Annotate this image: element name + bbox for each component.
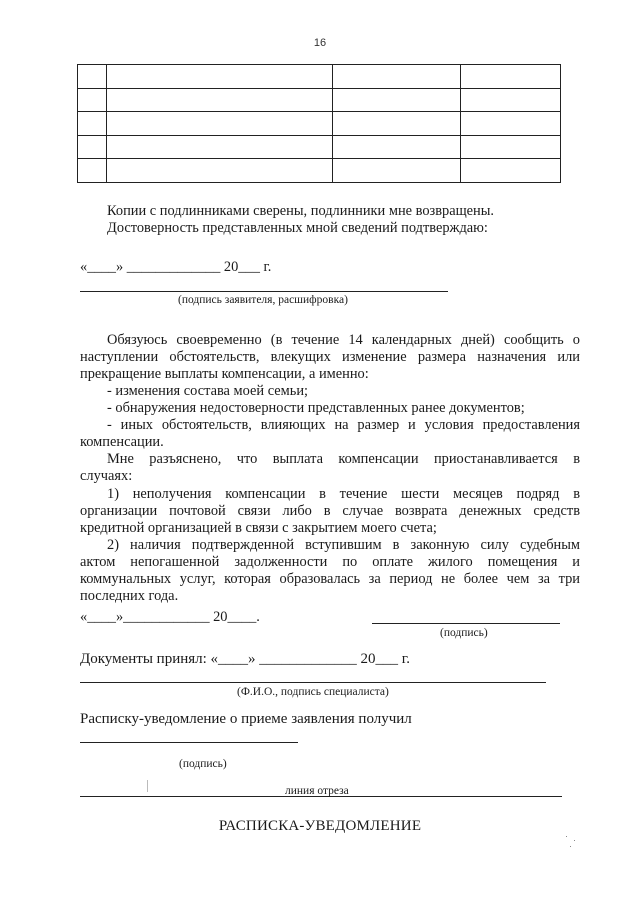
applicant-second-signature-line [372, 623, 560, 624]
table-cell [333, 135, 461, 159]
table-cell [106, 135, 333, 159]
table-cell [461, 65, 561, 89]
scan-speck [566, 836, 567, 837]
table-cell [106, 159, 333, 183]
obligation-line: - изменения состава моей семьи; [107, 383, 309, 399]
table-row [78, 135, 561, 159]
table-cell [461, 112, 561, 136]
table-cell [78, 159, 107, 183]
table-cell [78, 112, 107, 136]
table-cell [333, 159, 461, 183]
suspension-line: 1) неполучения компенсации в течение шести месяцев подряд в [107, 486, 580, 502]
obligation-line: Обязуюсь своевременно (в течение 14 календарных дней) сообщить о [107, 332, 580, 348]
table-cell [106, 88, 333, 112]
table-cell [333, 112, 461, 136]
documents-accepted-line: Документы принял: «____» _____________ 20___ г. [80, 651, 411, 667]
suspension-line: коммунальных услуг, которая образовалась за период не более чем за три [80, 571, 580, 587]
table-cell [78, 135, 107, 159]
receipt-signature-line [80, 742, 298, 743]
suspension-line: актом непогашенной задолженности по оплате жилого помещения и [80, 554, 580, 570]
table-row [78, 159, 561, 183]
documents-table [77, 64, 561, 183]
table-cell [106, 112, 333, 136]
suspension-line: кредитной организацией в связи с закрытием моего счета; [80, 520, 437, 536]
receipt-signature-caption: (подпись) [179, 758, 227, 770]
table-row [78, 112, 561, 136]
cut-line-label: линия отреза [285, 785, 349, 797]
obligation-line: наступлении обстоятельств, влекущих изменение размера назначения или [80, 349, 580, 365]
receipt-received-text: Расписку-уведомление о приеме заявления получил [80, 711, 412, 727]
data-confirmation-text: Достоверность представленных мной сведений подтверждаю: [107, 220, 488, 236]
obligation-line: - обнаружения недостоверности представленных ранее документов; [107, 400, 525, 416]
applicant-signature-caption: (подпись заявителя, расшифровка) [178, 294, 348, 306]
applicant-second-date-line: «____»____________ 20____. [80, 609, 260, 625]
table-cell [78, 88, 107, 112]
suspension-line: случаях: [80, 468, 133, 484]
table-cell [78, 65, 107, 89]
table-cell [333, 88, 461, 112]
suspension-line: последних года. [80, 588, 179, 604]
applicant-second-signature-caption: (подпись) [440, 627, 488, 639]
scan-speck [570, 846, 571, 847]
table-cell [461, 135, 561, 159]
suspension-line: организации почтовой связи либо в случае возврата денежных средств [80, 503, 580, 519]
suspension-line: Мне разъяснено, что выплата компенсации приостанавливается в [107, 451, 580, 467]
table-cell [333, 65, 461, 89]
specialist-signature-line [80, 682, 546, 683]
table-cell [461, 159, 561, 183]
applicant-signature-line [80, 291, 448, 292]
obligation-line: прекращение выплаты компенсации, а именно: [80, 366, 369, 382]
page-number: 16 [313, 37, 327, 49]
copies-verified-text: Копии с подлинниками сверены, подлинники мне возвращены. [107, 203, 495, 219]
obligation-line: - иных обстоятельств, влияющих на размер и условия предоставления [107, 417, 580, 433]
specialist-signature-caption: (Ф.И.О., подпись специалиста) [237, 686, 389, 698]
receipt-notice-title: РАСПИСКА-УВЕДОМЛЕНИЕ [218, 818, 422, 834]
table-row [78, 65, 561, 89]
scan-speck [574, 840, 575, 841]
table-cell [461, 88, 561, 112]
table-cell [106, 65, 333, 89]
applicant-date-line: «____» _____________ 20___ г. [80, 259, 272, 275]
suspension-line: 2) наличия подтвержденной вступившим в законную силу судебным [107, 537, 580, 553]
table-row [78, 88, 561, 112]
scan-mark [147, 780, 148, 792]
obligation-line: компенсации. [80, 434, 164, 450]
